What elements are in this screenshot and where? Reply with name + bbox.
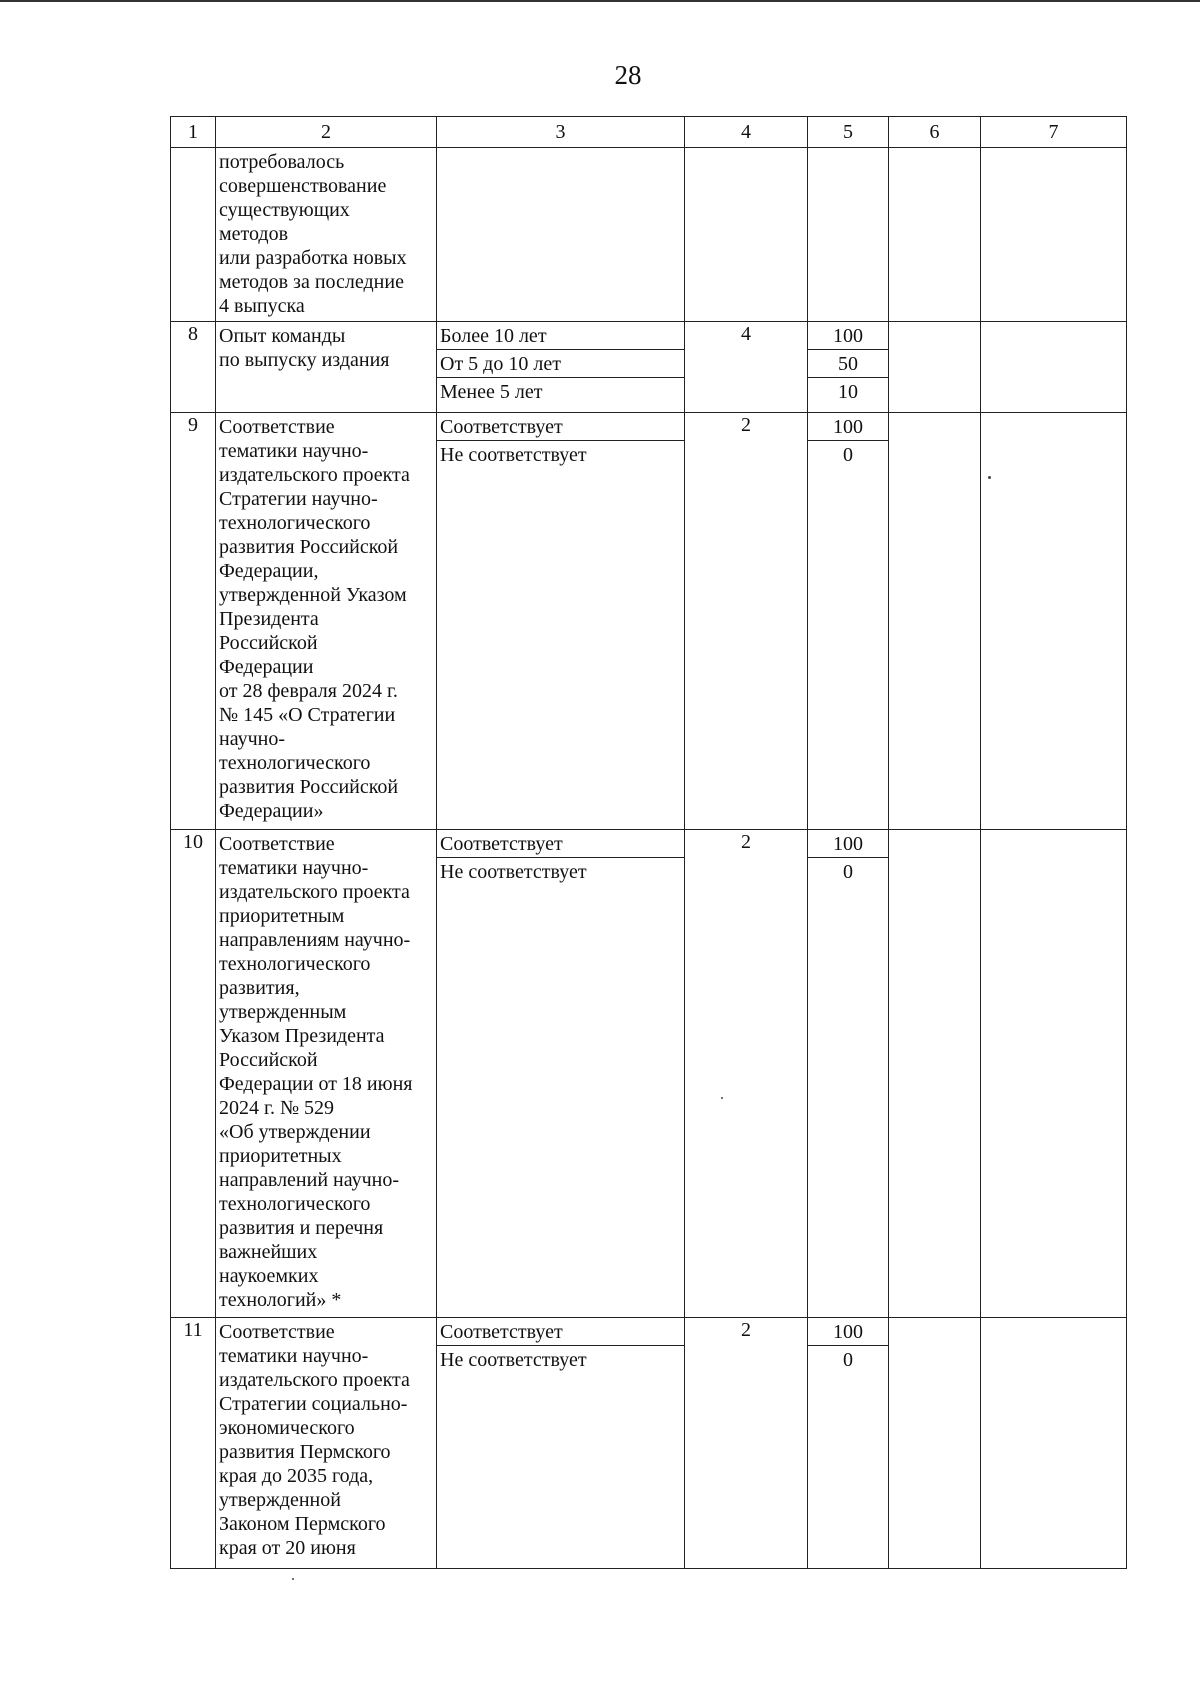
options-cell [437,1318,685,1569]
criterion-cell [216,1318,437,1569]
criterion-cell [216,148,437,322]
score-item: 10 [838,381,858,403]
score-cell [808,322,889,413]
weight-cell: 2 [685,1318,808,1569]
options-cell [437,322,685,413]
option-item: От 5 до 10 лет [437,350,684,378]
score-item: 100 [808,413,888,441]
option-item: Не соответствует [440,444,587,466]
table-row-continuation [171,148,1127,322]
option-item: Менее 5 лет [440,381,543,403]
table-row-8 [171,322,1127,413]
scan-top-edge [0,0,1200,2]
col6-cell [889,148,981,322]
criterion-text: Опыт команды по выпуску издания [219,325,390,371]
column-header-1: 1 [171,117,216,148]
weight-cell [685,148,808,322]
score-cell [808,830,889,1318]
col7-cell [981,148,1127,322]
option-item: Соответствует [437,413,684,441]
criteria-table [170,116,1127,1569]
criterion-cell [216,322,437,413]
score-cell [808,1318,889,1569]
row-number: 10 [171,830,216,1318]
table-row-10 [171,830,1127,1318]
table-row-11 [171,1318,1127,1569]
option-item: Более 10 лет [437,322,684,350]
col6-cell [889,322,981,413]
scan-speck [292,1578,294,1580]
col6-cell [889,413,981,830]
column-header-5: 5 [808,117,889,148]
criterion-text: Соответствие тематики научно- издательского проекта Стратегии научно- технологического развития Российской Федерации, утвержденной Указом Президента Российской Федерации от 28 февраля 2024 г. № 145 «О Стратегии научно- технологического развития Российской Федерации» [219,416,410,822]
row-number: 9 [171,413,216,830]
weight-cell: 2 [685,413,808,830]
scan-speck [988,476,991,479]
option-item: Соответствует [437,1318,684,1346]
row-number [171,148,216,322]
score-item: 100 [808,322,888,350]
criterion-cell [216,830,437,1318]
col6-cell [889,830,981,1318]
col7-cell [981,1318,1127,1569]
option-item: Соответствует [437,830,684,858]
weight-cell: 2 [685,830,808,1318]
options-cell [437,830,685,1318]
column-header-3: 3 [437,117,685,148]
weight-cell: 4 [685,322,808,413]
column-header-4: 4 [685,117,808,148]
col6-cell [889,1318,981,1569]
score-cell [808,413,889,830]
row-number: 8 [171,322,216,413]
column-number-row [171,117,1127,148]
column-header-2: 2 [216,117,437,148]
score-item: 0 [843,861,853,883]
options-cell [437,413,685,830]
table-row-9 [171,413,1127,830]
option-item: Не соответствует [440,861,587,883]
score-item: 0 [843,1349,853,1371]
options-cell [437,148,685,322]
row-number: 11 [171,1318,216,1569]
score-item: 100 [808,830,888,858]
page-number: 28 [614,60,642,90]
criterion-text: потребовалось совершенствование существующих методов или разработка новых методов за последние 4 выпуска [219,151,407,317]
column-header-7: 7 [981,117,1127,148]
criterion-text: Соответствие тематики научно- издательского проекта Стратегии социально- экономического развития Пермского края до 2035 года, утвержденной Законом Пермского края от 20 июня [219,1321,410,1559]
score-item: 100 [808,1318,888,1346]
score-cell [808,148,889,322]
col7-cell [981,413,1127,830]
score-item: 0 [843,444,853,466]
option-item: Не соответствует [440,1349,587,1371]
col7-cell [981,830,1127,1318]
scan-speck [721,1097,723,1099]
col7-cell [981,322,1127,413]
criterion-text: Соответствие тематики научно- издательского проекта приоритетным направлениям научно- технологического развития, утвержденным Указом Президента Российской Федерации от 18 июня 2024 г. № 529 «Об утверждении приоритетных направлений научно- технологического развития и перечня важнейших наукоемких технологий» * [219,833,413,1311]
score-item: 50 [808,350,888,378]
column-header-6: 6 [889,117,981,148]
criterion-cell [216,413,437,830]
